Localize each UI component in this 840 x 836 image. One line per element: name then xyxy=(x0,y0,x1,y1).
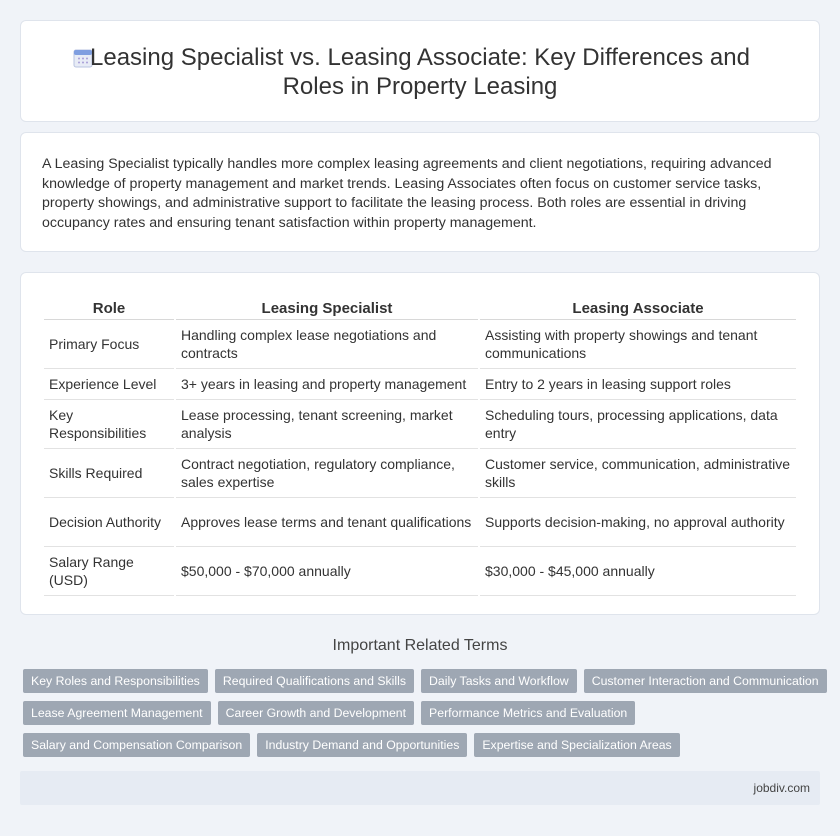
comparison-table-card xyxy=(20,272,820,615)
footer-site-link[interactable]: jobdiv.com xyxy=(753,781,810,795)
specialist-cell: 3+ years in leasing and property management xyxy=(176,369,478,400)
table-row xyxy=(44,498,796,547)
tag-performance-metrics[interactable]: Performance Metrics and Evaluation xyxy=(421,701,635,725)
specialist-cell: Handling complex lease negotiations and contracts xyxy=(176,320,478,369)
related-terms-tags xyxy=(23,669,823,765)
table-header-row xyxy=(44,296,796,320)
row-label: Primary Focus xyxy=(44,320,174,369)
tag-expertise-areas[interactable]: Expertise and Specialization Areas xyxy=(474,733,679,757)
specialist-cell: Approves lease terms and tenant qualifications xyxy=(176,498,478,547)
footer xyxy=(20,771,820,805)
tag-customer-interaction[interactable]: Customer Interaction and Communication xyxy=(584,669,827,693)
intro-paragraph: A Leasing Specialist typically handles more complex leasing agreements and client negotiations, requiring advanced knowledge of property management and market trends. Leasing Associates often focus on customer service tasks, property showings, and administrative support to facilitate the leasing process. Both roles are essential in driving occupancy rates and ensuring tenant satisfaction within property management. xyxy=(42,156,772,231)
tag-key-roles[interactable]: Key Roles and Responsibilities xyxy=(23,669,208,693)
tag-daily-tasks[interactable]: Daily Tasks and Workflow xyxy=(421,669,577,693)
row-label: Decision Authority xyxy=(44,498,174,547)
table-row xyxy=(44,400,796,449)
specialist-cell: Lease processing, tenant screening, market analysis xyxy=(176,400,478,449)
row-label: Skills Required xyxy=(44,449,174,498)
related-terms-title: Important Related Terms xyxy=(332,637,508,654)
table-row xyxy=(44,320,796,369)
row-label: Salary Range (USD) xyxy=(44,547,174,596)
associate-cell: $30,000 - $45,000 annually xyxy=(480,547,796,596)
tag-career-growth[interactable]: Career Growth and Development xyxy=(218,701,414,725)
associate-cell: Supports decision-making, no approval authority xyxy=(480,498,796,547)
associate-cell: Customer service, communication, administrative skills xyxy=(480,449,796,498)
table-row xyxy=(44,369,796,400)
tag-industry-demand[interactable]: Industry Demand and Opportunities xyxy=(257,733,467,757)
row-label: Key Responsibilities xyxy=(44,400,174,449)
table-row xyxy=(44,449,796,498)
header-role: Role xyxy=(44,296,174,320)
tag-required-qualifications[interactable]: Required Qualifications and Skills xyxy=(215,669,414,693)
tag-row xyxy=(23,669,823,693)
specialist-cell: Contract negotiation, regulatory compliance, sales expertise xyxy=(176,449,478,498)
header-leasing-associate: Leasing Associate xyxy=(480,296,796,320)
associate-cell: Scheduling tours, processing applications, data entry xyxy=(480,400,796,449)
row-label: Experience Level xyxy=(44,369,174,400)
tag-row xyxy=(23,701,823,725)
intro-card xyxy=(20,132,820,252)
table-row xyxy=(44,547,796,596)
specialist-cell: $50,000 - $70,000 annually xyxy=(176,547,478,596)
title-card xyxy=(20,20,820,122)
tag-row xyxy=(23,733,823,757)
associate-cell: Entry to 2 years in leasing support roles xyxy=(480,369,796,400)
comparison-table xyxy=(42,296,798,596)
header-leasing-specialist: Leasing Specialist xyxy=(176,296,478,320)
associate-cell: Assisting with property showings and tenant communications xyxy=(480,320,796,369)
tag-lease-agreement[interactable]: Lease Agreement Management xyxy=(23,701,211,725)
tag-salary-comparison[interactable]: Salary and Compensation Comparison xyxy=(23,733,250,757)
page-title: Leasing Specialist vs. Leasing Associate: Key Differences and Roles in Property Leasing xyxy=(90,44,750,100)
